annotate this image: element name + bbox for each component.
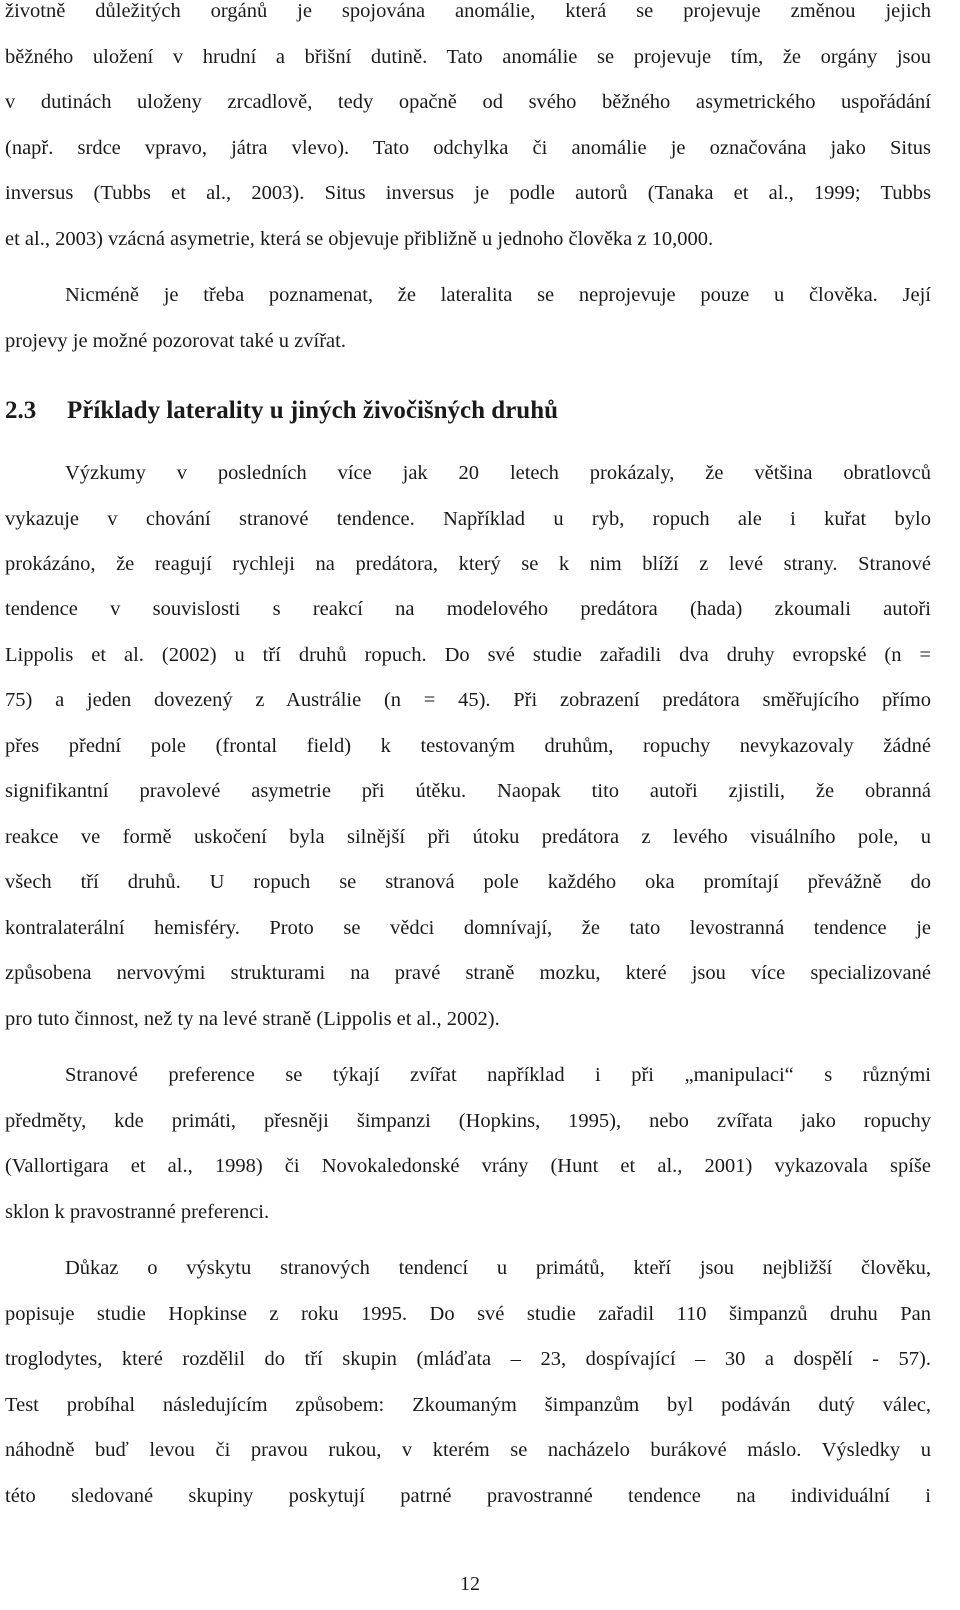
text-line: Důkaz o výskytu stranových tendencí u primátů, kteří jsou nejbližší člověku, — [65, 1257, 931, 1279]
text-line: tendence v souvislosti s reakcí na modelového predátora (hada) zkoumali autoři — [5, 598, 931, 620]
text-line: v dutinách uloženy zrcadlově, tedy opačně od svého běžného asymetrického uspořádání — [5, 91, 931, 113]
text-line: prokázáno, že reagují rychleji na predátora, který se k nim blíží z levé strany. Stranové — [5, 553, 931, 575]
text-line: Výzkumy v posledních více jak 20 letech prokázaly, že většina obratlovců — [65, 462, 931, 484]
text-line: vykazuje v chování stranové tendence. Například u ryb, ropuch ale i kuřat bylo — [5, 508, 931, 530]
text-line: všech tří druhů. U ropuch se stranová pole každého oka promítají převážně do — [5, 871, 931, 893]
text-line: Stranové preference se týkají zvířat například i při „manipulaci“ s různými — [65, 1064, 931, 1086]
text-line: pro tuto činnost, než ty na levé straně (Lippolis et al., 2002). — [5, 1008, 500, 1030]
text-line: přes přední pole (frontal field) k testovaným druhům, ropuchy nevykazovaly žádné — [5, 735, 931, 757]
text-line: signifikantní pravolevé asymetrie při útěku. Naopak tito autoři zjistili, že obranná — [5, 780, 931, 802]
text-line: 75) a jeden dovezený z Austrálie (n = 45). Při zobrazení predátora směřujícího přímo — [5, 689, 931, 711]
text-line: náhodně buď levou či pravou rukou, v kterém se nacházelo burákové máslo. Výsledky u — [5, 1439, 931, 1461]
text-line: reakce ve formě uskočení byla silnější při útoku predátora z levého visuálního pole, u — [5, 826, 931, 848]
text-line: projevy je možné pozorovat také u zvířat. — [5, 330, 346, 352]
page-number: 12 — [460, 1573, 480, 1595]
text-line: způsobena nervovými strukturami na pravé straně mozku, které jsou více specializované — [5, 962, 931, 984]
section-heading — [5, 394, 558, 428]
text-line: kontralaterální hemisféry. Proto se vědci domnívají, že tato levostranná tendence je — [5, 917, 931, 939]
text-line: sklon k pravostranné preferenci. — [5, 1201, 270, 1223]
text-line: troglodytes, které rozdělil do tří skupin (mláďata – 23, dospívající – 30 a dospělí - 57). — [5, 1348, 931, 1370]
text-line: Nicméně je třeba poznamenat, že lateralita se neprojevuje pouze u člověka. Její — [65, 284, 931, 306]
text-line: životně důležitých orgánů je spojována anomálie, která se projevuje změnou jejich — [5, 0, 931, 22]
text-line: inversus (Tubbs et al., 2003). Situs inversus je podle autorů (Tanaka et al., 1999; Tubbs — [5, 182, 931, 204]
text-line: předměty, kde primáti, přesněji šimpanzi (Hopkins, 1995), nebo zvířata jako ropuchy — [5, 1110, 931, 1132]
section-title: Příklady laterality u jiných živočišných druhů — [67, 397, 559, 424]
text-line: běžného uložení v hrudní a břišní dutině. Tato anomálie se projevuje tím, že orgány jsou — [5, 46, 931, 68]
text-line: popisuje studie Hopkinse z roku 1995. Do své studie zařadil 110 šimpanzů druhu Pan — [5, 1303, 931, 1325]
text-line: (např. srdce vpravo, játra vlevo). Tato odchylka či anomálie je označována jako Situs — [5, 137, 931, 159]
text-line: této sledované skupiny poskytují patrné pravostranné tendence na individuální i — [5, 1485, 931, 1507]
text-line: et al., 2003) vzácná asymetrie, která se objevuje přibližně u jednoho člověka z 10,000. — [5, 228, 714, 250]
text-line: Lippolis et al. (2002) u tří druhů ropuch. Do své studie zařadili dva druhy evropské (n = — [5, 644, 931, 666]
text-line: (Vallortigara et al., 1998) či Novokaledonské vrány (Hunt et al., 2001) vykazovala spíše — [5, 1155, 931, 1177]
section-number: 2.3 — [5, 397, 37, 424]
text-line: Test probíhal následujícím způsobem: Zkoumaným šimpanzům byl podáván dutý válec, — [5, 1394, 931, 1416]
